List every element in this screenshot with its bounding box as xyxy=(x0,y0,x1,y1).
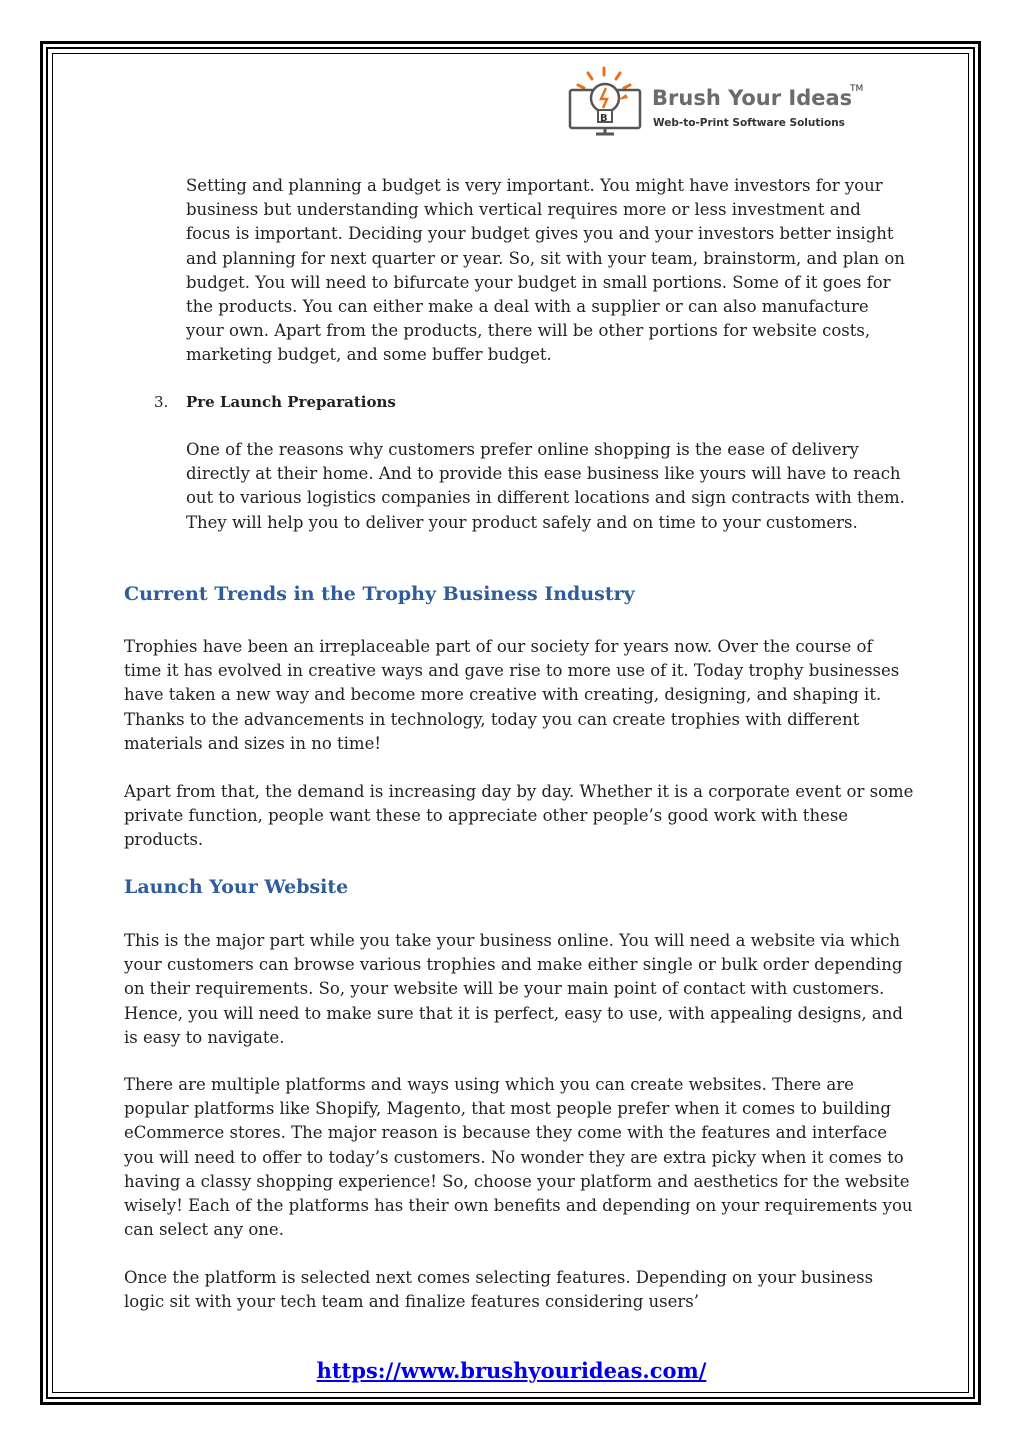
paragraph: There are multiple platforms and ways using which you can create websites. There are popular platforms like Shopify, Magento, that most people prefer when it comes to building eCommerce stores. The major reason is because they come with the features and interface you will need to offer to today’s customers. No wonder they are extra picky when it comes to having a classy shopping experience! So, choose your platform and aesthetics for the website wisely! Each of the platforms has their own benefits and depending on your requirements you can select any one. xyxy=(124,1075,913,1240)
trademark-mark: TM xyxy=(850,84,864,94)
intro-paragraph: Setting and planning a budget is very important. You might have investors for your business but understanding which vertical requires more or less investment and focus is important. Deciding your budget gives you and your investors better insight and planning for next quarter or year. So, sit with your team, brainstorm, and plan on budget. You will need to bifurcate your budget in small portions. Some of it goes for the products. You can either make a deal with a supplier or can also manufacture your own. Apart from the products, there will be other portions for website costs, marketing budget, and some buffer budget. xyxy=(186,176,905,365)
paragraph: Once the platform is selected next comes selecting features. Depending on your business logic sit with your tech team and finalize features considering users’ xyxy=(124,1268,874,1312)
list-item-number: 3. xyxy=(154,393,169,411)
logo-subtitle: Web-to-Print Software Solutions xyxy=(653,117,845,129)
list-item-label: Pre Launch Preparations xyxy=(186,393,396,411)
paragraph: Trophies have been an irreplaceable part of our society for years now. Over the course of time it has evolved in creative ways and gave rise to more use of it. Today trophy businesses have taken a new way and become more creative with creating, designing, and shaping it. Thanks to the advancements in technology, today you can create trophies with different materials and sizes in no time! xyxy=(124,637,900,753)
section-heading-trends: Current Trends in the Trophy Business Industry xyxy=(124,583,635,605)
lightbulb-monitor-icon xyxy=(566,66,650,140)
paragraph: Apart from that, the demand is increasing day by day. Whether it is a corporate event or some private function, people want these to appreciate other people’s good work with these products. xyxy=(124,782,914,850)
paragraph: This is the major part while you take your business online. You will need a website via which your customers can browse various trophies and make either single or bulk order depending on their requirements. So, your website will be your main point of contact with customers. Hence, you will need to make sure that it is perfect, easy to use, with appealing designs, and is easy to navigate. xyxy=(124,931,903,1047)
list-item-paragraph: One of the reasons why customers prefer online shopping is the ease of delivery directly at their home. And to provide this ease business like yours will have to reach out to various logistics companies in different locations and sign contracts with them. They will help you to deliver your product safely and on time to your customers. xyxy=(186,440,905,532)
section-heading-website: Launch Your Website xyxy=(124,876,349,898)
svg-text:B: B xyxy=(600,113,608,124)
brand-logo xyxy=(566,66,876,140)
footer-website-link[interactable]: https://www.brushyourideas.com/ xyxy=(316,1358,707,1383)
logo-title: Brush Your Ideas xyxy=(652,86,853,110)
